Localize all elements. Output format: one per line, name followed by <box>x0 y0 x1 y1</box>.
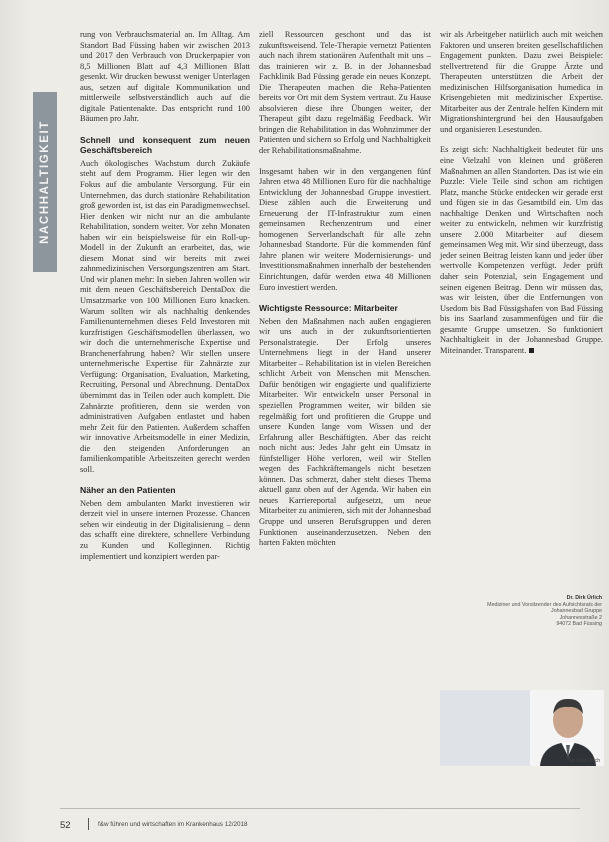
subheading: Näher an den Patienten <box>80 485 176 496</box>
author-name: Dr. Dirk Ürlich <box>566 595 602 601</box>
author-city: 94072 Bad Füssing <box>556 621 602 628</box>
section-tab <box>33 92 57 272</box>
paragraph-text: Es zeigt sich: Nachhaltigkeit bedeutet für uns eine Vielzahl von kleinen und größeren Maßnahmen an allen Standorten. Das ist wie ein Puzzle: Viele Teile sind schon am richtigen Platz, manche Stücke entdecken wir gerade erst und fügen sie in das Gesamtbild ein. Um das nachhaltige Denken und Wirtschaften noch weiter zu entwickeln, nehmen wir kurzfristig unsere 2.000 Mitarbeiter auf diesem gemeinsamen Weg mit. Wir sind überzeugt, dass jeder seinen Beitrag leisten kann und jeder über wertvolle Kompetenzen verfügt. Jeder prüft daher sein Potenzial, sein Engagement und seinen eigenen Beitrag. Denn wir müssen das, was wir leisten, über die Entfernungen von Usedom bis Bad Füssigshafen von Bad Füssing bis ins Saarland zusammenfügen und für die gesamte Gruppe umsetzen. So funktioniert Nachhaltigkeit in der Johannesbad Gruppe. Miteinander. Transparent. <box>440 145 603 355</box>
paragraph: Neben den Maßnahmen nach außen engagieren wir uns auch in der zukunftsorientierten Personalstrategie. Der Erfolg unseres Unternehmens liegt in der Hand unserer Mitarbeiter – Rehabilitation ist in vielen Bereichen schlicht Arbeit von Menschen mit Menschen. Dafür benötigen wir engagierte und qualifizierte Mitarbeiter. Wir entwickeln unser Personal in speziellen Programmen weiter, wir bilden sie regelmäßig fort und profitieren die Gruppe und unsere Kunden lange vom Wissen und der Erfahrung aller Beschäftigten. Aber das reicht noch nicht aus: Jedes Jahr geht ein Umsatz in fünfstelliger Höhe verloren, weil wir Stellen wegen des Fachkräftemangels nicht besetzen können. Das schmerzt, daher steht dieses Thema aktuell ganz oben auf der Agenda. Wir haben ein neues Karriereportal aufgesetzt, um neue Mitarbeiter zu animieren, sich mit der Johannesbad Gruppe und unseren Berufsgruppen und deren Funktionen auseinanderzusetzen. Neben den harten Fakten möchten <box>259 316 431 548</box>
section-label: NACHHALTIGKEIT <box>39 120 51 244</box>
paragraph: wir als Arbeitgeber natürlich auch mit weichen Faktoren und unseren breiten gesellschaftlichen Engagement punkten. Dazu zwei Beispiele: stellvertretend für die Gruppe Ärzte und Therapeuten unterstützen die Arbeit der medizinischen Hilfsorganisation humedica in Krisengebieten mit medizinischer Expertise. Mitarbeiter aus der Zentrale helfen Kindern mit Migrationshintergrund bei den Hausaufgaben und organisieren Lesestunden. <box>440 30 603 134</box>
footer-rule <box>60 808 580 809</box>
text-column-1 <box>80 30 250 572</box>
photo-credit: Dr. Dirk Ürlich <box>569 758 600 764</box>
author-portrait <box>440 690 604 766</box>
author-photo-panel <box>440 690 604 766</box>
paragraph: Insgesamt haben wir in den vergangenen fünf Jahren etwa 48 Millionen Euro für die nachhaltige Entwicklung der Johannesbad Gruppe investiert. Diese zählen auch die Erweiterung und Erneuerung der IT-Infrastruktur zum einen gemeinsamen Rechenzentrum und einer homogenen Serverlandschaft für alle zehn Johannesbad Standorte. Für die kommenden fünf Jahre planen wir weitere Modernisierungs- und Investitionsmaßnahmen innerhalb der bestehenden Einrichtungen, dafür werden etwa 48 Millionen Euro investiert werden. <box>259 166 431 292</box>
author-role: Mediziner und Vorsitzender des Aufsichtsrats der <box>487 601 602 608</box>
paragraph <box>440 145 603 356</box>
subheading: Schnell und konsequent zum neuen Geschäftsbereich <box>80 134 250 156</box>
paragraph: Neben dem ambulanten Markt investieren wir derzeit viel in unsere internen Prozesse. Chancen sehen wir eindeutig in der Digitalisierung – denn das schafft eine direktere, schnellere Verbindung zu Kunden und Kolleginnen. Richtig implementiert und konzipiert werden par- <box>80 498 250 561</box>
text-column-2 <box>259 30 431 559</box>
footer-separator <box>88 818 89 830</box>
end-of-article-mark <box>529 348 534 353</box>
paragraph: ziell Ressourcen geschont und das ist zukunftsweisend. Tele-Therapie vernetzt Patienten auch nach ihrem stationären Aufenthalt mit uns – das trainieren wir z. B. in der Johannesbad Fachklinik Bad Füssing gerade ein neues Konzept. Die Therapeuten machen die Reha-Patienten bereits vor Ort mit dem System vertraut. Zu Hause absolvieren diese ihre Übungen weiter, der Therapeut gibt dazu regelmäßig Feedback. Wir bringen die Rehabilitation in das Wohnzimmer der Patienten und sichern so Erfolg und Nachhaltigkeit der Rehabilitationsmaßnahme. <box>259 30 431 156</box>
author-caption <box>450 595 602 628</box>
paragraph: Auch ökologisches Wachstum durch Zukäufe steht auf dem Programm. Hier legen wir den Fokus auf die ambulante Versorgung. Für ein Unternehmen, das durch stationäre Rehabilitation groß geworden ist, ist das ein Paradigmenwechsel. Hier denken wir nicht nur an die ambulante Rehabilitation, sondern weiter. Vor zehn Monaten haben wir ein beispielsweise für ein Roll-up-Modell in der Zukunft an erarbeitet, das, wie diesem Monat sind wir bereits mit zwei zahnmedizinischen Versorgungszentren am Start. Und wir planen mehr: In sieben Jahren wollen wir mit dem neuen Geschäftsbereich DentaDox die Umsatzmarke von 100 Millionen Euro knacken. Warum sollten wir als nachhaltig denkendes Familienunternehmen dieses Feld Investoren mit kurzfristigen Geschäftsmodellen überlassen, wo wir doch die unternehmerische Expertise und Branchenerfahrung haben? Wir stellen unsere unternehmerische Expertise für Zahnärzte zur Verfügung: Organisation, Evaluation, Marketing, Recruiting, Personal und Abrechnung. DentaDox übernimmt das in Teilen oder auch komplett. Die Zahnärzte profitieren, denn sie werden von administrativen Aufgaben entlastet und haben mehr Zeit für den Patienten. Außerdem schaffen wir innovative Arbeitsmodelle in einer Medizin, die den steigenden Anforderungen an familienkompatible Arbeitszeiten gerecht werden soll. <box>80 158 250 474</box>
author-organization: Johannesbad Gruppe <box>551 608 602 615</box>
text-column-3 <box>440 30 603 366</box>
author-street: Johannesstraße 2 <box>559 614 602 621</box>
paragraph: rung von Verbrauchsmaterial an. Im Alltag. Am Standort Bad Füssing haben wir zwischen 2013 und 2017 den Verbrauch von Druckerpapier von 8,5 Millionen Blatt auf 4,3 Millionen Blatt gesenkt. Wir drucken bewusst weniger Unterlagen aus, setzen auf digitale Kommunikation und mittlerweile selbstverständlich auch auf die digitale Patientenakte. Das entspricht rund 100 Bäumen pro Jahr. <box>80 30 250 124</box>
subheading: Wichtigste Ressource: Mitarbeiter <box>259 303 398 314</box>
page-number: 52 <box>60 820 71 831</box>
publication-info: f&w führen und wirtschaften im Krankenhaus 12/2018 <box>98 821 248 828</box>
